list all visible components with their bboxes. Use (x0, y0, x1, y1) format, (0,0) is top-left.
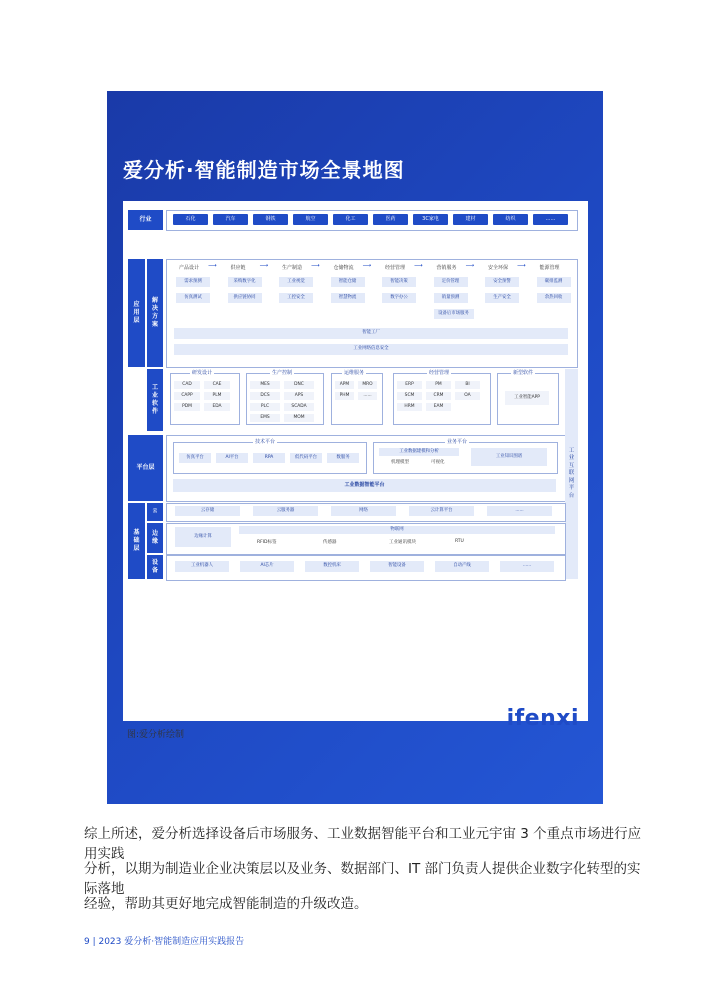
software-ops-title: 运维服务 (344, 370, 365, 376)
data-modeling-box: 工业数据建模和分析 (379, 448, 459, 456)
solution-item: 生产安全 (485, 293, 519, 303)
software-item: DNC (284, 381, 314, 389)
level-solution: 解 决 方 案 (147, 259, 163, 367)
level-application: 应 用 层 (128, 259, 145, 367)
iot-bar: 物联网 (239, 526, 555, 534)
mechanism-model: 机理模型 (391, 460, 409, 465)
software-item: DCS (250, 392, 280, 400)
device-item: AI芯片 (240, 561, 294, 572)
industry-item: 建材 (453, 214, 488, 225)
tech-platform-title: 技术平台 (255, 439, 276, 445)
software-item: CAE (204, 381, 230, 389)
edge-item: RTU (455, 539, 464, 544)
panel-title: 爱分析·智能制造市场全景地图 (123, 158, 405, 182)
tech-platform-item: 仿真平台 (179, 453, 211, 463)
software-biz-title: 经营管理 (429, 370, 450, 376)
market-map (123, 201, 588, 721)
arrow-icon: ⟶ (414, 262, 423, 269)
industry-item: 化工 (333, 214, 368, 225)
software-item: OA (455, 392, 480, 400)
smart-factory: 智能工厂 (174, 328, 568, 339)
cloud-item: 云计算平台 (409, 506, 474, 516)
software-item: SCM (397, 392, 422, 400)
industry-item: 汽车 (213, 214, 248, 225)
software-item: CAD (174, 381, 200, 389)
solution-item: 定价管理 (434, 277, 468, 287)
device-item: 工业机器人 (175, 561, 229, 572)
biz-platform-title: 业务平台 (447, 439, 468, 445)
edge-item: 传感器 (323, 540, 337, 545)
tech-platform-item: 低代码平台 (290, 453, 322, 463)
arrow-icon: ⟶ (362, 262, 372, 269)
solution-item: 智能决策 (382, 277, 416, 287)
tech-platform-item: AI平台 (216, 453, 248, 463)
software-item: ...... (358, 392, 377, 400)
software-rd-title: 研发设计 (192, 370, 213, 376)
level-platform: 平台层 (128, 435, 163, 501)
edge-item: RFID标签 (257, 540, 277, 545)
solution-item: 碳排监测 (537, 277, 571, 287)
level-software: 工 业 软 件 (147, 369, 163, 431)
industry-item: 钢铁 (253, 214, 288, 225)
arrow-icon: ⟶ (208, 262, 217, 269)
solution-item: 销量预测 (434, 293, 468, 303)
device-item: ...... (500, 561, 554, 572)
arrow-icon: ⟶ (465, 262, 475, 269)
level-device: 设 备 (147, 555, 163, 579)
software-item: MES (250, 381, 280, 389)
software-item: ERP (397, 381, 422, 389)
body-line-1: 综上所述，爱分析选择设备后市场服务、工业数据智能平台和工业元宇宙 3 个重点市场进行应用实践 (84, 826, 642, 862)
solution-item: 智慧物流 (331, 293, 365, 303)
level-iip: 工 业 互 联 网 平 台 (565, 369, 578, 579)
arrow-icon: ⟶ (517, 262, 526, 269)
device-item: 自动产线 (435, 561, 489, 572)
software-item: 工业智能APP (505, 391, 549, 405)
flow-step: 产品设计 (179, 265, 200, 271)
software-item: EMS (250, 414, 280, 422)
edge-item: 工业通讯模块 (389, 540, 416, 545)
software-item: PDM (174, 403, 200, 411)
device-item: 智能设备 (370, 561, 424, 572)
device-item: 数控机床 (305, 561, 359, 572)
industry-item: ...... (533, 214, 568, 225)
software-item: CAPP (174, 392, 200, 400)
ifenxi-logo: ifenxi (506, 706, 579, 731)
flow-step: 能源管理 (539, 265, 560, 271)
cloud-item: ...... (487, 506, 552, 516)
software-item: CRM (426, 392, 451, 400)
software-item: PLM (204, 392, 230, 400)
body-line-3: 经验，帮助其更好地完成智能制造的升级改造。 (84, 896, 368, 912)
solution-item: 供应链协同 (228, 293, 262, 303)
software-item: SCADA (284, 403, 314, 411)
solution-item: 余热回收 (537, 293, 571, 303)
flow-step: 生产制造 (282, 265, 303, 271)
tech-platform-item: RPA (253, 453, 285, 463)
software-item: PM (426, 381, 451, 389)
flow-step: 经营管理 (385, 265, 406, 271)
software-item: BI (455, 381, 480, 389)
solution-item: 仿真测试 (176, 293, 210, 303)
page-footer: 9 | 2023 爱分析·智能制造应用实践报告 (84, 937, 245, 947)
tech-platform-item: 数服务 (327, 453, 359, 463)
network-security: 工业网络信息安全 (174, 344, 568, 355)
arrow-icon: ⟶ (311, 262, 320, 269)
industry-item: 航空 (293, 214, 328, 225)
industry-item: 纺织 (493, 214, 528, 225)
cloud-item: 云服务器 (253, 506, 318, 516)
software-item: EDA (204, 403, 230, 411)
industry-item: 3C家电 (413, 214, 448, 225)
level-base: 基 础 层 (128, 503, 145, 579)
solution-item: 设备后市场服务 (434, 309, 474, 319)
solution-item: 采购数字化 (228, 277, 262, 287)
solution-item: 数字办公 (382, 293, 416, 303)
flow-step: 营销服务 (436, 265, 457, 271)
visualization: 可视化 (431, 460, 445, 465)
solution-item: 安全预警 (485, 277, 519, 287)
industry-item: 医药 (373, 214, 408, 225)
level-edge: 边 缘 (147, 523, 163, 553)
solution-item: 工控安全 (279, 293, 313, 303)
flow-step: 安全环保 (488, 265, 509, 271)
cloud-item: 云存储 (175, 506, 240, 516)
arrow-icon: ⟶ (259, 262, 269, 269)
software-new-title: 新型软件 (513, 370, 534, 376)
software-item: APM (335, 381, 354, 389)
software-item: HRM (397, 403, 422, 411)
data-intelligence-platform: 工业数据智能平台 (173, 479, 556, 492)
knowledge-graph: 工业知识图谱 (471, 448, 547, 466)
edge-compute: 边缘计算 (175, 527, 231, 547)
software-item: APS (284, 392, 314, 400)
software-item: MRO (358, 381, 377, 389)
software-item: PHM (335, 392, 354, 400)
software-item: PLC (250, 403, 280, 411)
solution-item: 需求预测 (176, 277, 210, 287)
solution-item: 工业视觉 (279, 277, 313, 287)
level-industry: 行业 (128, 210, 163, 230)
level-cloud: 云 (147, 503, 163, 521)
software-item: EAM (426, 403, 451, 411)
body-line-2: 分析，以期为制造业企业决策层以及业务、数据部门、IT 部门负责人提供企业数字化转型的实际落地 (84, 861, 641, 897)
flow-step: 仓储物流 (333, 265, 354, 271)
solution-item: 智能仓储 (331, 277, 365, 287)
figure-credit: 图:爱分析绘制 (127, 730, 185, 740)
software-item: MOM (284, 414, 314, 422)
cloud-item: 网络 (331, 506, 396, 516)
software-prod-title: 生产控制 (272, 370, 293, 376)
map-panel (107, 91, 603, 804)
flow-step: 供应链 (230, 265, 246, 271)
industry-item: 石化 (173, 214, 208, 225)
